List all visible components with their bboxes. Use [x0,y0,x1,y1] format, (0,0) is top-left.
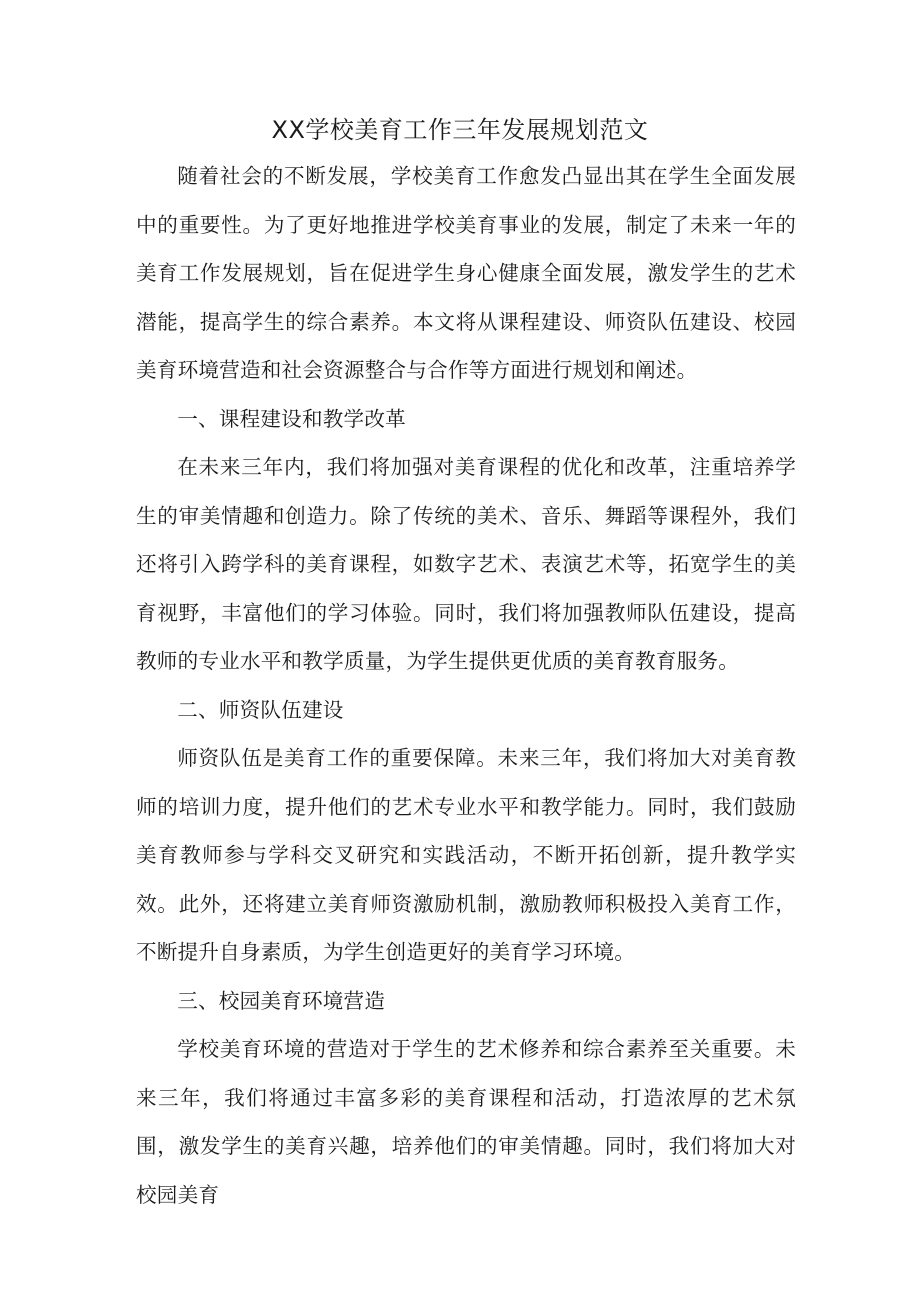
document-title: XX学校美育工作三年发展规划范文 [271,116,649,144]
document-body [136,152,796,1219]
section-paragraph-campus-environment: 学校美育环境的营造对于学生的艺术修养和综合素养至关重要。未来三年，我们将通过丰富多彩的美育课程和活动，打造浓厚的艺术氛围，激发学生的美育兴趣，培养他们的审美情趣。同时，我们将加大对校园美育 [136,1037,796,1207]
section-heading-faculty: 二、师资队伍建设 [177,697,344,722]
section-paragraph-curriculum: 在未来三年内，我们将加强对美育课程的优化和改革，注重培养学生的审美情趣和创造力。除了传统的美术、音乐、舞蹈等课程外，我们还将引入跨学科的美育课程，如数字艺术、表演艺术等，拓宽学生的美育视野，丰富他们的学习体验。同时，我们将加强教师队伍建设，提高教师的专业水平和教学质量，为学生提供更优质的美育教育服务。 [136,455,796,673]
intro-paragraph: 随着社会的不断发展，学校美育工作愈发凸显出其在学生全面发展中的重要性。为了更好地推进学校美育事业的发展，制定了未来一年的美育工作发展规划，旨在促进学生身心健康全面发展，激发学生的艺术潜能，提高学生的综合素养。本文将从课程建设、师资队伍建设、校园美育环境营造和社会资源整合与合作等方面进行规划和阐述。 [136,164,796,382]
section-heading-campus-environment: 三、校园美育环境营造 [177,988,386,1013]
section-heading-curriculum: 一、课程建设和教学改革 [177,406,406,431]
section-paragraph-faculty: 师资队伍是美育工作的重要保障。未来三年，我们将加大对美育教师的培训力度，提升他们的艺术专业水平和教学能力。同时，我们鼓励美育教师参与学科交叉研究和实践活动，不断开拓创新，提升教学实效。此外，还将建立美育师资激励机制，激励教师积极投入美育工作，不断提升自身素质，为学生创造更好的美育学习环境。 [136,746,796,964]
